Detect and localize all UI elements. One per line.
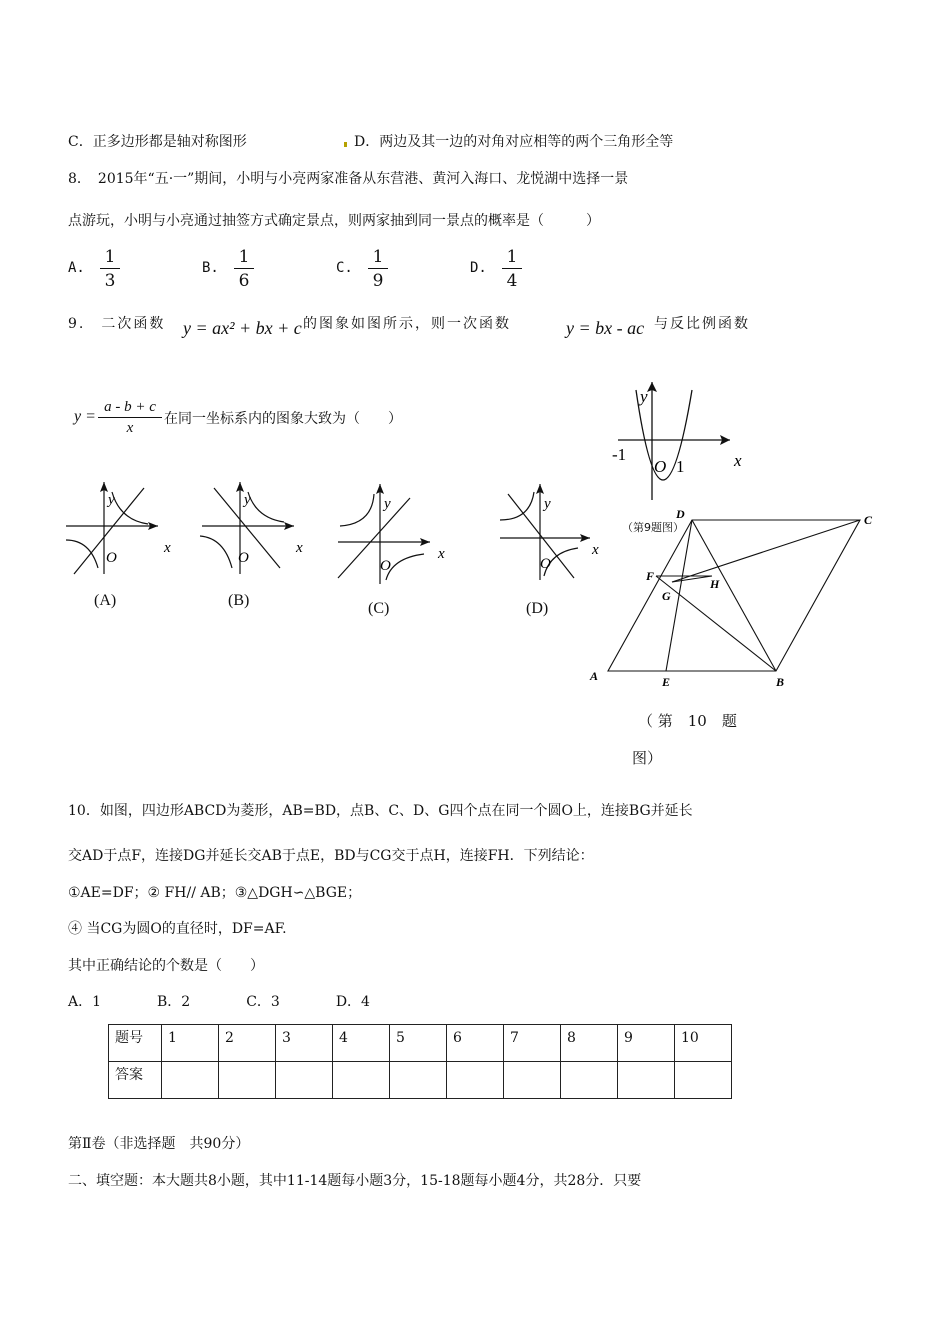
part2-intro: 二、填空题：本大题共8小题，其中11-14题每小题3分，15-18题每小题4分，共28分．只要 (68, 1173, 642, 1189)
table-cell: 4 (333, 1025, 390, 1062)
label-x: x (592, 542, 599, 558)
answer-table (108, 1024, 732, 1099)
q8-option-b-fraction (232, 246, 256, 293)
label-x: x (438, 546, 445, 562)
fraction-denominator: 9 (372, 271, 384, 291)
table-cell: 7 (504, 1025, 561, 1062)
answer-cell[interactable] (675, 1062, 732, 1099)
label-origin: O (380, 558, 391, 574)
q10-line4: ④ 当CG为圆O的直径时，DF=AF. (68, 921, 287, 937)
point-d-label: D (676, 507, 685, 521)
q8-option-a-fraction (98, 246, 122, 293)
answer-cell[interactable] (219, 1062, 276, 1099)
fraction-numerator: 1 (104, 247, 116, 267)
q10-line5: 其中正确结论的个数是（ ） (68, 958, 264, 974)
q9-mid-text: 的图象如图所示，则一次函数 (303, 316, 511, 332)
hyperbola-branch-upper (340, 494, 374, 526)
label-y: y (108, 492, 115, 508)
table-header-number: 题号 (109, 1025, 162, 1062)
hyperbola-branch-lower (200, 536, 232, 568)
q9-suffix: 与反比例函数 (654, 316, 750, 332)
label-neg-one: -1 (612, 445, 627, 464)
fraction-numerator: 1 (506, 247, 518, 267)
table-cell: 6 (447, 1025, 504, 1062)
q8-option-c-fraction (366, 246, 390, 293)
table-header-answer: 答案 (109, 1062, 162, 1099)
q8-line1: 8． 2015年“五·一”期间，小明与小亮两家准备从东营港、黄河入海口、龙悦湖中选择一景 (68, 171, 629, 187)
q10-options: A．1 B．2 C．3 D．4 (68, 994, 370, 1010)
q8-option-d-fraction (500, 246, 524, 293)
answer-cell[interactable] (333, 1062, 390, 1099)
label-x: x (296, 540, 303, 556)
label-y: y (544, 496, 551, 512)
table-cell: 5 (390, 1025, 447, 1062)
table-cell: 2 (219, 1025, 276, 1062)
q8-option-d-label: D. (470, 260, 487, 276)
q9-parabola-figure (610, 380, 740, 520)
q10-figure-caption-line1: （ 第 10 题 (638, 712, 737, 730)
answer-cell[interactable] (561, 1062, 618, 1099)
fraction-denominator: x (126, 420, 134, 436)
q10-rhombus-figure (590, 508, 880, 688)
fraction-numerator: a - b + c (104, 399, 156, 415)
label-origin: O (540, 556, 551, 572)
table-row (109, 1025, 732, 1062)
q10-line2: 交AD于点F，连接DG并延长交AB于点E，BD与CG交于点H，连接FH．下列结论： (68, 848, 594, 864)
label-one: 1 (676, 457, 685, 476)
answer-cell[interactable] (276, 1062, 333, 1099)
q8-option-a-label: A. (68, 260, 85, 276)
q8-line2: 点游玩，小明与小亮通过抽签方式确定景点，则两家抽到同一景点的概率是（ ） (68, 213, 600, 229)
stray-mark (344, 142, 347, 147)
label-origin: O (654, 457, 667, 476)
q10-figure-caption-line2: 图） (632, 749, 663, 767)
q8-option-b-label: B. (202, 260, 219, 276)
fraction-denominator: 3 (104, 271, 116, 291)
point-f-label: F (646, 569, 655, 583)
answer-cell[interactable] (504, 1062, 561, 1099)
q9-prefix: 9. 二次函数 (68, 316, 166, 332)
label-y: y (244, 492, 251, 508)
q9-choice-c-label: (C) (368, 600, 390, 617)
label-origin: O (238, 550, 249, 566)
q9-figure-caption: （第9题图） (622, 521, 684, 534)
q8-option-c-label: C. (336, 260, 353, 276)
q9-y-equals: y = (74, 408, 96, 425)
answer-cell[interactable] (618, 1062, 675, 1099)
table-cell: 9 (618, 1025, 675, 1062)
segment-gh (672, 576, 712, 582)
answer-cell[interactable] (390, 1062, 447, 1099)
part2-title: 第Ⅱ卷（非选择题 共90分） (68, 1136, 250, 1152)
table-cell: 3 (276, 1025, 333, 1062)
table-cell: 8 (561, 1025, 618, 1062)
hyperbola-branch-upper (248, 492, 284, 522)
point-c-label: C (864, 513, 873, 527)
q7-option-c: C．正多边形都是轴对称图形 (68, 134, 247, 150)
q9-line2: 在同一坐标系内的图象大致为（ ） (164, 411, 402, 427)
q9-linear-formula: y = bx - ac (566, 318, 645, 338)
fraction-denominator: 6 (238, 271, 250, 291)
point-h-label: H (710, 577, 720, 591)
fraction-numerator: 1 (238, 247, 250, 267)
q9-choice-b-graph (196, 478, 316, 588)
q7-option-d: D．两边及其一边的对角对应相等的两个三角形全等 (354, 134, 674, 150)
q9-choice-b-label: (B) (228, 592, 250, 609)
q10-line3: ①AE=DF；② FH// AB；③△DGH∽△BGE； (68, 885, 362, 901)
label-x: x (164, 540, 171, 556)
hyperbola-branch-lower (386, 554, 424, 580)
answer-cell[interactable] (447, 1062, 504, 1099)
line-graph (338, 498, 410, 578)
q10-line1: 10．如图，四边形ABCD为菱形，AB=BD，点B、C、D、G四个点在同一个圆O上，连接BG并延长 (68, 803, 693, 819)
table-row (109, 1062, 732, 1099)
point-g-label: G (662, 589, 671, 603)
q9-quadratic-formula: y = ax² + bx + c (183, 318, 302, 338)
point-b-label: B (776, 675, 785, 689)
segment-cg (672, 520, 860, 582)
q9-inverse-fraction (98, 398, 162, 437)
point-a-label: A (590, 669, 599, 683)
label-y: y (384, 496, 391, 512)
point-e-label: E (662, 675, 671, 689)
segment-bd (692, 520, 776, 671)
label-origin: O (106, 550, 117, 566)
hyperbola-branch-upper (112, 492, 148, 524)
answer-cell[interactable] (162, 1062, 219, 1099)
label-y: y (640, 387, 648, 406)
q9-choice-d-label: (D) (526, 600, 549, 617)
q9-choice-a-graph (60, 478, 180, 588)
fraction-numerator: 1 (372, 247, 384, 267)
table-cell: 1 (162, 1025, 219, 1062)
table-cell: 10 (675, 1025, 732, 1062)
q9-choice-c-graph (334, 480, 454, 590)
label-x: x (734, 451, 742, 470)
fraction-bar (98, 417, 162, 418)
fraction-denominator: 4 (506, 271, 518, 291)
q9-choice-a-label: (A) (94, 592, 117, 609)
